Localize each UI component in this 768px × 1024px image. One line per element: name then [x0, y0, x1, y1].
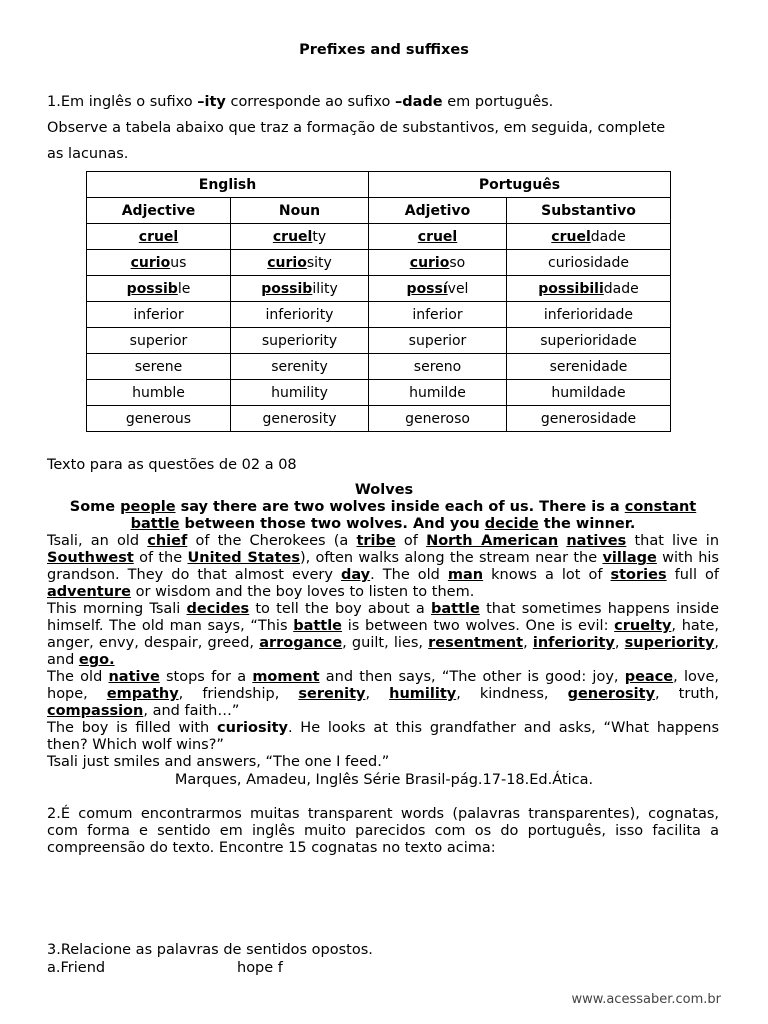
highlighted-word: man — [447, 567, 484, 583]
highlighted-word: humility — [389, 686, 457, 702]
table-cell — [507, 380, 671, 406]
word-suffix: humildade — [551, 384, 626, 401]
word-suffix: curiosidade — [548, 254, 629, 271]
q1-text-c: corresponde ao sufixo — [225, 94, 395, 110]
highlighted-word: resentment — [428, 635, 524, 651]
table-row — [87, 380, 671, 406]
highlighted-word: decides — [186, 601, 250, 617]
table-cell — [231, 328, 369, 354]
table-cell — [231, 224, 369, 250]
text-run: of — [395, 533, 427, 549]
highlighted-word: decide — [484, 516, 539, 532]
text-run: the winner. — [538, 516, 636, 532]
table-cell — [507, 302, 671, 328]
word-root: possibili — [538, 280, 604, 297]
table-row — [87, 406, 671, 432]
word-suffix: ility — [312, 280, 338, 297]
text-label: Texto para as questões de 02 a 08 — [47, 457, 297, 473]
word-root: curio — [267, 254, 307, 271]
highlighted-word: inferiority — [532, 635, 615, 651]
word-root: cruel — [272, 228, 313, 245]
word-suffix: superiority — [261, 332, 338, 349]
question-3-item-a: a.Friend — [47, 960, 106, 976]
highlighted-word: arrogance — [259, 635, 343, 651]
word-suffix: humilde — [409, 384, 466, 401]
table-cell — [369, 328, 507, 354]
story-source: Marques, Amadeu, Inglês Série Brasil-pág.17-18.Ed.Ática. — [174, 772, 594, 788]
table-cell — [369, 302, 507, 328]
text-run: , — [523, 635, 533, 651]
question-1-line-1 — [47, 94, 553, 110]
story-paragraph — [47, 720, 719, 754]
text-run: , — [365, 686, 390, 702]
q1-text-e: em português. — [442, 94, 554, 110]
text-run: to tell the boy about a — [249, 601, 432, 617]
text-run: knows a lot of — [483, 567, 611, 583]
story-paragraph — [47, 669, 719, 720]
word-root: possib — [126, 280, 178, 297]
word-root: cruel — [138, 228, 179, 245]
table-cell — [369, 354, 507, 380]
table-cell — [369, 276, 507, 302]
question-1-line-2: Observe a tabela abaixo que traz a formação de substantivos, em seguida, complete — [47, 120, 666, 136]
q1-suffix-dade: –dade — [395, 94, 443, 110]
story-paragraph — [47, 533, 719, 601]
text-run: between those two wolves. And you — [179, 516, 485, 532]
col-header-substantivo: Substantivo — [507, 198, 671, 224]
word-root: possib — [261, 280, 313, 297]
word-suffix: serenity — [271, 358, 328, 375]
text-run: stops for a — [159, 669, 253, 685]
word-suffix: sereno — [413, 358, 462, 375]
text-run: This morning Tsali — [47, 601, 187, 617]
word-suffix: sity — [306, 254, 332, 271]
word-suffix: serene — [134, 358, 183, 375]
table-cell — [231, 250, 369, 276]
text-run: , — [614, 635, 625, 651]
text-run: is between two wolves. One is evil: — [342, 618, 615, 634]
highlighted-word: compassion — [47, 703, 144, 719]
col-header-adjetivo: Adjetivo — [369, 198, 507, 224]
word-suffix: vel — [447, 280, 469, 297]
table-cell — [231, 380, 369, 406]
text-run: , and — [47, 635, 720, 668]
table-cell — [87, 276, 231, 302]
highlighted-word: village — [602, 550, 657, 566]
table-cell — [507, 224, 671, 250]
word-suffix: dade — [590, 228, 626, 245]
highlighted-word: people — [120, 499, 176, 515]
highlighted-word: ego. — [78, 652, 115, 668]
word-suffix: us — [170, 254, 187, 271]
question-1-line-3: as lacunas. — [47, 146, 129, 162]
page-title: Prefixes and suffixes — [299, 42, 469, 58]
word-suffix: ty — [312, 228, 327, 245]
word-suffix: inferior — [133, 306, 184, 323]
word-suffix: inferioridade — [543, 306, 634, 323]
text-run: Tsali just smiles and answers, “The one I feed.” — [47, 754, 390, 770]
table-cell — [507, 406, 671, 432]
text-run: . He looks at this grandfather and asks, “What happens then? Which wolf wins?” — [47, 720, 719, 753]
highlighted-word: constant — [624, 499, 697, 515]
text-run: , friendship, — [178, 686, 299, 702]
text-run: , guilt, lies, — [342, 635, 429, 651]
word-suffix: le — [177, 280, 191, 297]
suffix-table — [86, 171, 671, 432]
highlighted-word: peace — [624, 669, 674, 685]
word-suffix: inferiority — [265, 306, 334, 323]
word-suffix: humble — [132, 384, 185, 401]
group-header-english: English — [87, 172, 369, 198]
highlighted-word: generosity — [567, 686, 656, 702]
highlighted-word: natives — [566, 533, 627, 549]
text-run: of the — [133, 550, 188, 566]
table-cell — [507, 354, 671, 380]
text-run: with his grandson. They do that almost every — [47, 550, 719, 583]
text-run: , love, hope, — [47, 669, 719, 702]
group-header-portugues: Português — [369, 172, 671, 198]
story-paragraph — [47, 601, 719, 669]
table-cell — [369, 380, 507, 406]
table-row — [87, 250, 671, 276]
table-column-header-row — [87, 198, 671, 224]
table-row — [87, 276, 671, 302]
table-row — [87, 328, 671, 354]
word-root: curio — [409, 254, 450, 271]
word-suffix: generoso — [405, 410, 470, 427]
text-run: say there are two wolves inside each of us. There is a — [175, 499, 625, 515]
highlighted-word: Southwest — [47, 550, 134, 566]
highlighted-word: tribe — [356, 533, 396, 549]
table-cell — [87, 224, 231, 250]
story-paragraph — [47, 754, 719, 771]
highlighted-word: serenity — [298, 686, 366, 702]
table-cell — [231, 354, 369, 380]
story-title: Wolves — [354, 482, 414, 498]
text-run: of the Cherokees (a — [187, 533, 357, 549]
word-root: cruel — [417, 228, 458, 245]
table-cell — [369, 406, 507, 432]
word-suffix: superior — [408, 332, 467, 349]
story-intro — [47, 499, 719, 533]
table-cell — [369, 250, 507, 276]
table-cell — [231, 406, 369, 432]
text-run: ), often walks along the stream near the — [299, 550, 603, 566]
col-header-noun: Noun — [231, 198, 369, 224]
word-suffix: generosity — [262, 410, 337, 427]
text-run: that live in — [626, 533, 720, 549]
question-3-prompt: 3.Relacione as palavras de sentidos opostos. — [47, 942, 373, 958]
text-run: The old — [47, 669, 109, 685]
highlighted-word: empathy — [106, 686, 179, 702]
highlighted-word: battle — [130, 516, 180, 532]
table-cell — [87, 302, 231, 328]
table-cell — [369, 224, 507, 250]
highlighted-word: chief — [147, 533, 188, 549]
highlighted-word: superiority — [624, 635, 715, 651]
word-suffix: serenidade — [549, 358, 628, 375]
bold-word: curiosity — [216, 720, 288, 736]
word-suffix: superior — [129, 332, 188, 349]
text-run: , truth, — [655, 686, 720, 702]
word-suffix: humility — [271, 384, 328, 401]
table-group-header-row — [87, 172, 671, 198]
q1-text-a: 1.Em inglês o sufixo — [47, 94, 198, 110]
word-root: curio — [130, 254, 171, 271]
table-cell — [231, 276, 369, 302]
highlighted-word: adventure — [47, 584, 132, 600]
highlighted-word: battle — [293, 618, 343, 634]
text-run: . The old — [370, 567, 448, 583]
table-cell — [231, 302, 369, 328]
text-run: The boy is filled with — [47, 720, 217, 736]
text-run: full of — [666, 567, 719, 583]
highlighted-word: United States — [187, 550, 300, 566]
table-row — [87, 302, 671, 328]
text-run: that sometimes happens inside himself. The old man says, “This — [47, 601, 719, 634]
text-run: , kindness, — [456, 686, 568, 702]
footer-url: www.acessaber.com.br — [571, 992, 721, 1007]
word-suffix: dade — [603, 280, 639, 297]
word-suffix: superioridade — [540, 332, 637, 349]
text-run: , and faith…” — [143, 703, 240, 719]
question-2: 2.É comum encontrarmos muitas transparent words (palavras transparentes), cognatas, com forma e sentido em inglês muito parecidos com os do português, isso facilita a compreensão do texto. Encontre 15 cognatas no texto acima: — [47, 806, 719, 856]
word-suffix: so — [449, 254, 466, 271]
highlighted-word: cruelty — [614, 618, 672, 634]
table-cell — [507, 328, 671, 354]
table-cell — [87, 406, 231, 432]
table-cell — [507, 250, 671, 276]
highlighted-word: native — [108, 669, 160, 685]
highlighted-word: stories — [610, 567, 667, 583]
question-3-item-b: hope f — [237, 960, 283, 976]
text-run: and then says, “The other is good: joy, — [319, 669, 625, 685]
text-run: , hate, anger, envy, despair, greed, — [47, 618, 719, 651]
word-root: possí — [406, 280, 448, 297]
word-suffix: generosidade — [540, 410, 637, 427]
col-header-adjective: Adjective — [87, 198, 231, 224]
table-row — [87, 354, 671, 380]
table-row — [87, 224, 671, 250]
text-run: Tsali, an old — [47, 533, 148, 549]
table-cell — [87, 354, 231, 380]
table-cell — [87, 380, 231, 406]
highlighted-word: day — [340, 567, 371, 583]
highlighted-word: North American — [426, 533, 559, 549]
q1-suffix-ity: –ity — [197, 94, 226, 110]
text-run: Some — [69, 499, 121, 515]
table-cell — [87, 250, 231, 276]
table-cell — [87, 328, 231, 354]
story-body — [47, 533, 719, 771]
text-run: or wisdom and the boy loves to listen to them. — [131, 584, 475, 600]
highlighted-word: moment — [252, 669, 320, 685]
table-cell — [507, 276, 671, 302]
highlighted-word: battle — [431, 601, 480, 617]
word-suffix: inferior — [412, 306, 463, 323]
word-suffix: generous — [125, 410, 192, 427]
word-root: cruel — [551, 228, 591, 245]
